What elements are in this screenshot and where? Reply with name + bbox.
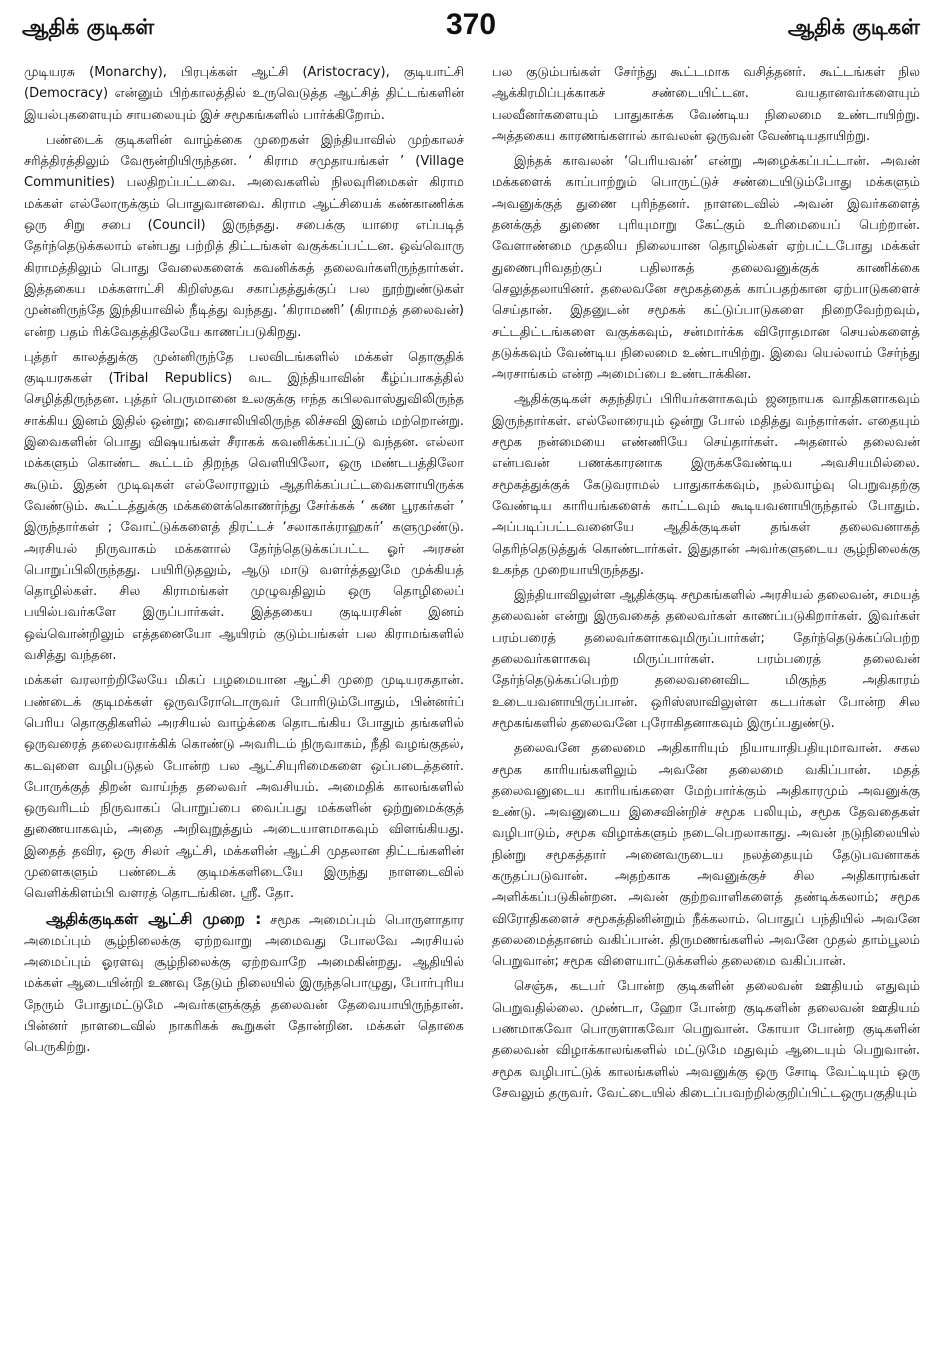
paragraph-text: ஆதிக்குடிகள் சுதந்திரப் பிரியர்களாகவும் ஜனநாயக வாதிகளாகவும் இருந்தார்கள். எல்லோரையும் ஒன்று போல் மதித்து வந்தார்கள். எதையும் சமூக நன்மையை எண்ணியே செய்தார்கள். அதனால் தலைவன் என்பவன் பணக்காரனாக இருக்கவேண்டிய அவசியமில்லை. சமூகத்துக்குக் கேடுவராமல் பாதுகாக்கவும், நல்வாழ்வு பெறுவதற்கு வேண்டிய காரியங்களைக் காட்டவும் கூடியவனாயிருந்தால் போதும். அப்படிப்பட்டவனையே ஆதிக்குடிகள் தங்கள் தலைவனாகத் தெரிந்தெடுத்துக் கொண்டார்கள். இதுதான் அவர்களுடைய சூழ்நிலைக்கு உகந்த முறையாயிருந்தது. [492,392,920,578]
paragraph-text: செஞ்சு, கடபர் போன்ற குடிகளின் தலைவன் ஊதியம் எதுவும் பெறுவதில்லை. முண்டா, ஹோ போன்ற குடிகளின் தலைவன் ஊதியம் பணமாகவோ பொருளாகவோ பெறுவான். கோயா போன்ற குடிகளின் தலைவன் விழாக்காலங்களில் மட்டுமே மதுவும் ஆடையும் பெறுவான். சமூக வழிபாட்டுக் காலங்களில் அவனுக்கு ஒரு சோடி வேட்டியும் ஒரு சேவலும் தருவர். வேட்டையில் கிடைப்பவற்றில்குறிப்பிட்டஒருபகுதியும் [492,979,920,1101]
running-title-right: ஆதிக் குடிகள் [787,15,920,39]
left-column [24,62,464,1356]
section-heading: ஆதிக்குடிகள் ஆட்சி முறை : [46,909,262,928]
paragraph [24,130,464,343]
running-title-left: ஆதிக் குடிகள் [22,15,155,39]
paragraph-text: முடியரசு (Monarchy), பிரபுக்கள் ஆட்சி (Aristocracy), குடியாட்சி (Democracy) என்னும் பிற்காலத்தில் உருவெடுத்த ஆட்சித் திட்டங்களின் இயல்புகளையும் சாயலையும் இச் சமூகங்களில் பார்க்கிறோம். [24,65,464,123]
paragraph [492,738,920,972]
paragraph-text: மக்கள் வரலாற்றிலேயே மிகப் பழமையான ஆட்சி முறை முடியரசுதான். பண்டைக் குடிமக்கள் ஒருவரோடொருவர் போரிடும்போதும், பின்னர்ப் பெரிய தொகுதிகளில் அரசியல் வாழ்க்கை தொடங்கிய போதும் தங்களில் ஒருவரைத் தலைவராக்கிக் கொண்டு அவரிடம் நிருவாகம், நீதி வழங்குதல், கடவுளை வழிபடுதல் போன்ற பல ஆட்சியுரிமைகளை ஒப்படைத்தனர். போருக்குத் திறன் வாய்ந்த தலைவர் அவசியம். அமைதிக் காலங்களில் ஒருவரிடம் நிருவாகப் பொறுப்பை வைப்பது மக்களின் ஒற்றுமைக்குத் துணையாகவும், அதை அறிவுறுத்தும் அடையாளமாகவும் விளங்கியது. இதைத் தவிர, ஒரு சிலர் ஆட்சி, மக்களின் ஆட்சி முதலான திட்டங்களின் முளைகளும் பண்டைக் குடிமக்களிடையே இருந்து நாளடைவில் வெளிக்கிளம்பி வளரத் தொடங்கின. ஸ்ரீ. தோ. [24,673,464,902]
paragraph-text: இந்தக் காவலன் ‘பெரியவன்’ என்று அழைக்கப்பட்டான். அவன் மக்களைக் காப்பாற்றும் பொருட்டுச் சண்டையிடும்போது மக்களும் அவனுக்குத் துணை புரிந்தனர். நாளடைவில் அவன் இவர்களைத் தனக்குத் துணை புரியுமாறு கேட்கும் உரிமையைப் பெற்றான். வேளாண்மை முதலிய நிலையான தொழில்கள் ஏற்பட்டபோது மக்கள் துணைபுரிவதற்குப் பதிலாகத் தலைவனுக்குக் காணிக்கை செலுத்தலாயினர். தலைவனே சமூகத்தைக் காப்பதற்கான ஏற்பாடுகளைச் செய்தான். இதனுடன் சமூகக் கட்டுப்பாடுகளை நிறைவேற்றவும், சட்டதிட்டங்களை வகுக்கவும், சன்மார்க்க விரோதமான செயல்களைத் தடுக்கவும் வேண்டிய நிலைமை உண்டாயிற்று. இவை யெல்லாம் சேர்ந்து அரசாங்கம் என்ற அமைப்பை உண்டாக்கின. [492,154,920,383]
paragraph [492,389,920,581]
page-number: 370 [445,8,497,41]
paragraph [24,62,464,126]
paragraph-text: பல குடும்பங்கள் சேர்ந்து கூட்டமாக வசித்தனர். கூட்டங்கள் நில ஆக்கிரமிப்புக்காகச் சண்டையிட்டன. வயதானவர்களையும் பலவீனர்களையும் பாதுகாக்க வேண்டிய நிலைமை உண்டாயிற்று. அத்தகைய காரணங்களால் காவலன் ஒருவன் வேண்டியதாயிற்று. [492,65,920,144]
paragraph-text: பண்டைக் குடிகளின் வாழ்க்கை முறைகள் இந்தியாவில் முற்காலச் சரித்திரத்திலும் வேரூன்றியிருந்தன. ‘ கிராம சமுதாயங்கள் ’ (Village Communities) பலதிறப்பட்டவை. அவைகளில் நிலவுரிமைகள் கிராம மக்கள் எல்லோருக்கும் பொதுவானவை. கிராம ஆட்சியைக் கண்காணிக்க ஒரு சிறு சபை (Council) இருந்தது. சபைக்கு யாரை எப்படித் தேர்ந்தெடுக்கலாம் என்பது பற்றித் திட்டங்கள் வகுக்கப்பட்டன. ஒவ்வொரு கிராமத்திலும் பொது வேலைகளைக் கவனிக்கத் தலைவர்களிருந்தார்கள். இத்தகைய மக்களாட்சி கிறிஸ்தவ சகாப்தத்துக்குப் பல நூற்றுண்டுகள் முன்னிருந்தே இந்தியாவில் நீடித்து வந்தது. ‘கிராமணி’ (கிராமத் தலைவன்) என்ற பதம் ரிக்வேதத்திலேயே காணப்படுகிறது. [24,132,464,340]
paragraph [492,62,920,147]
paragraph-text: இந்தியாவிலுள்ள ஆதிக்குடி சமூகங்களில் அரசியல் தலைவன், சமயத் தலைவன் என்று இருவகைத் தலைவர்கள் காணப்படுகிறார்கள். இவர்கள் பரம்பரைத் தலைவர்களாகவுமிருப்பார்கள்; தேர்ந்தெடுக்கப்பெற்ற தலைவர்களாகவு மிருப்பார்கள். பரம்பரைத் தலைவன் தேர்ந்தெடுக்கப்பெற்ற தலைவனைவிட மிகுந்த அதிகாரம் உடையவனாயிருப்பான். ஒரிஸ்ஸாவிலுள்ள கடபர்கள் போன்ற சில சமூகங்களில் தலைவனே புரோகிதனாகவும் இருப்பதுண்டு. [492,588,920,731]
paragraph-text: தலைவனே தலைமை அதிகாரியும் நியாயாதிபதியுமாவான். சகல சமூக காரியங்களிலும் அவனே தலைமை வகிப்பான். மதத் தலைவனுடைய காரியங்களை மேற்பார்க்கும் அதிகாரமும் அவனுக்கு உண்டு. அவனுடைய இசைவின்றிச் சமூக பலியும், சமூக தேவதைகள் வழிபாடும், சமூக விழாக்களும் நடைபெறலாகாது. அவன் நடுநிலையில் நின்று சமூகத்தார் அனைவருடைய நலத்தையும் தேடுபவனாகக் கருதப்படுவான். அதற்காக அவனுக்குச் சில அதிகாரங்கள் அளிக்கப்படுகின்றன. அவன் குற்றவாளிகளைத் தண்டிக்கலாம்; சமூக விரோதிகளைச் சமூகத்தினின்றும் நீக்கலாம். பொதுப் பந்தியில் அவனே தலைமைத்தானம் வகிப்பான். திருமணங்களில் அவனே முதல் தாம்பூலம் பெறுவான்; சமூக விளையாட்டுக்களில் தலைமை வகிப்பான். [492,741,920,970]
paragraph [492,976,920,1104]
paragraph [24,347,464,666]
paragraph [24,909,464,1059]
text-columns [24,62,920,1356]
paragraph [492,585,920,734]
paragraph-text: சமூக அமைப்பும் பொருளாதார அமைப்பும் சூழ்நிலைக்கு ஏற்றவாறு அமைவது போலவே அரசியல் அமைப்பும் ஓரளவு சூழ்நிலைக்கு ஏற்றவாறே அமைகின்றது. ஆதியில் மக்கள் ஆடையின்றி உணவு தேடும் நிலையில் இருந்தபொழுது, போர்புரிய நேரும் போதுமட்டுமே அவர்களுக்குத் தலைவன் தேவையாயிருந்தான். பின்னர் நாளடைவில் நாகரிகக் கூறுகள் தோன்றின. மக்கள் தொகை பெருகிற்று. [24,912,464,1056]
right-column [492,62,920,1356]
paragraph [492,151,920,385]
paragraph-text: புத்தர் காலத்துக்கு முன்னிருந்தே பலவிடங்களில் மக்கள் தொகுதிக் குடியரசுகள் (Tribal Republics) வட இந்தியாவின் கீழ்ப்பாகத்தில் செழித்திருந்தன. புத்தர் பெருமானை உலகுக்கு ஈந்த கபிலவாஸ்துவிலிருந்த சாக்கிய இனம் இதில் ஒன்று; வைசாலியிலிருந்த லிச்சவி இனம் மற்றொன்று. இவைகளின் பொது விஷயங்கள் சீராகக் கவனிக்கப்பட்டு வந்தன. எல்லா மக்களும் கொண்ட கூட்டம் திறந்த வெளியிலோ, ஒரு மண்டபத்திலோ கூடும். இதன் முடிவுகள் எல்லோராலும் ஆதரிக்கப்பட்டவைகளாயிருக்க வேண்டும். கூட்டத்துக்கு மக்களைக்கொணர்ந்து சேர்க்கக் ‘ கண பூரகர்கள் ’ இருந்தார்கள் ; வோட்டுக்களைத் திரட்டச் ‘சலாகாக்ராஹகர்’ களுமுண்டு. அரசியல் நிருவாகம் மக்களால் தேர்ந்தெடுக்கப்பட்ட ஓர் அரசன் பொறுப்பிலிருந்தது. பயிரிடுதலும், ஆடு மாடு வளர்த்தலுமே முக்கியத் தொழில்கள். சில கிராமங்கள் முழுவதிலும் ஒரு தொழிலைப் பயில்பவர்களே இருப்பார்கள். இத்தகைய குடியரசின் இனம் ஒவ்வொன்றிலும் எத்தனையோ ஆயிரம் குடும்பங்கள் பல கிராமங்களில் வசித்து வந்தன. [24,349,464,664]
paragraph [24,670,464,904]
page-header [22,6,920,50]
